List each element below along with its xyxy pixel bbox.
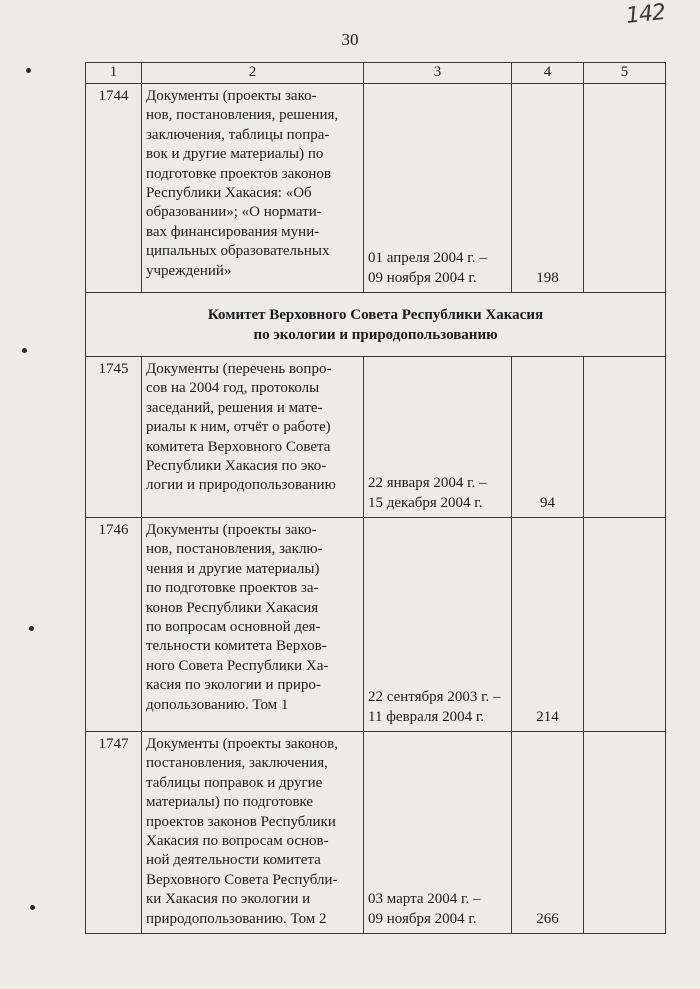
item-note [584,357,666,518]
table-row [86,732,666,934]
section-heading-line: по экологии и природопользованию [253,326,498,343]
table-row [86,518,666,732]
section-heading-row [86,293,666,357]
item-note [584,518,666,732]
table-row [86,357,666,518]
column-header-row [86,63,666,84]
item-description: Документы (проекты законов, постановления, заключения, таблицы поправок и другие материалы) по подготовке проектов законов Республики Хакасия по вопросам основ- ной деятельности комитета Верховного Совета Республи- ки Хакасия по экологии и природопользованию. Том 2 [142,732,364,934]
binding-hole-mark [29,626,34,631]
item-number: 1744 [86,84,142,293]
item-sheet-count: 198 [512,84,584,293]
item-description: Документы (проекты зако- нов, постановления, заклю- чения и другие материалы) по подготовке проектов за- конов Республики Хакасия по вопросам основной дея- тельности комитета Верхов- ного Совета Республики Ха- касия по экологии и приро- допользованию. Том 1 [142,518,364,732]
binding-hole-mark [26,68,31,73]
item-number: 1745 [86,357,142,518]
item-number: 1747 [86,732,142,934]
binding-hole-mark [30,905,35,910]
column-header: 1 [86,63,142,84]
handwritten-sheet-number: 142 [624,0,667,29]
item-dates: 01 апреля 2004 г. – 09 ноября 2004 г. [364,84,512,293]
binding-hole-mark [22,348,27,353]
item-description: Документы (проекты зако- нов, постановления, решения, заключения, таблицы попра- вок и другие материалы) по подготовке проектов законов Республики Хакасия: «Об образовании»; «О нормати- вах финансирования муни- ципальных образовательных учреждений» [142,84,364,293]
item-dates: 03 марта 2004 г. – 09 ноября 2004 г. [364,732,512,934]
item-note [584,732,666,934]
column-header: 3 [364,63,512,84]
column-header: 2 [142,63,364,84]
item-note [584,84,666,293]
section-heading-line: Комитет Верховного Совета Республики Хакасия [207,306,544,323]
item-sheet-count: 214 [512,518,584,732]
page-number: 30 [341,30,359,49]
item-description: Документы (перечень вопро- сов на 2004 год, протоколы заседаний, решения и мате- риалы к ним, отчёт о работе) комитета Верховного Совета Республики Хакасия по эко- логии и природопользованию [142,357,364,518]
item-number: 1746 [86,518,142,732]
item-dates: 22 января 2004 г. – 15 декабря 2004 г. [364,357,512,518]
table-row [86,84,666,293]
column-header: 5 [584,63,666,84]
column-header: 4 [512,63,584,84]
item-sheet-count: 266 [512,732,584,934]
section-heading [86,293,666,357]
item-sheet-count: 94 [512,357,584,518]
item-dates: 22 сентября 2003 г. – 11 февраля 2004 г. [364,518,512,732]
inventory-table [85,62,666,934]
